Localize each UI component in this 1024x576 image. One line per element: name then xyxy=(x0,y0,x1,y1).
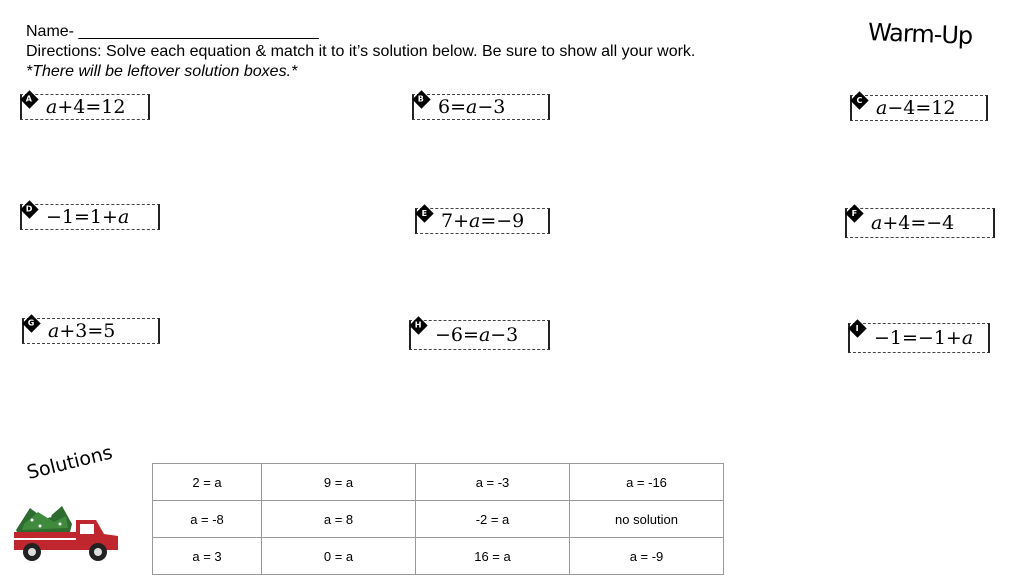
solution-cell: 0 = a xyxy=(262,538,416,575)
equation-card-g xyxy=(22,318,160,344)
equation-variable: a xyxy=(466,96,478,118)
table-row xyxy=(153,501,724,538)
directions-text: Directions: Solve each equation & match it to it’s solution below. Be sure to show all your work. xyxy=(26,43,696,60)
equation-card-a xyxy=(20,94,150,120)
letter-badge-a: A xyxy=(20,90,38,108)
solution-cell: 16 = a xyxy=(416,538,570,575)
solution-cell: no solution xyxy=(570,501,724,538)
warmup-title: Warm-Up xyxy=(867,18,973,50)
equation-text: +4=12 xyxy=(57,96,126,118)
letter-badge-c: C xyxy=(850,91,868,109)
equation-variable: a xyxy=(46,96,58,118)
letter-badge-e: E xyxy=(415,204,433,222)
table-row xyxy=(153,464,724,501)
equation-card-d xyxy=(20,204,160,230)
equation-variable: a xyxy=(117,206,130,228)
worksheet-header xyxy=(26,22,695,82)
equation-card-e xyxy=(415,208,550,234)
equation-text: +3=5 xyxy=(59,320,116,342)
equation-text: +4=−4 xyxy=(882,212,955,234)
equation-card-f xyxy=(845,208,995,238)
letter-badge-f: F xyxy=(845,204,863,222)
equation-text: −1=−1+ xyxy=(874,327,962,349)
equation-text: −4=12 xyxy=(887,97,956,119)
solution-cell: a = -3 xyxy=(416,464,570,501)
solutions-table xyxy=(152,463,724,575)
equation-card-i xyxy=(848,323,990,353)
solution-cell: a = -16 xyxy=(570,464,724,501)
solution-cell: a = -9 xyxy=(570,538,724,575)
equation-variable: a xyxy=(48,320,60,342)
equation-text: −3 xyxy=(477,96,506,118)
equation-variable: a xyxy=(876,97,888,119)
letter-badge-i: I xyxy=(848,319,866,337)
leftover-note: *There will be leftover solution boxes.* xyxy=(26,63,298,80)
equation-text: −3 xyxy=(490,324,519,346)
truck-with-tree-icon xyxy=(10,502,122,566)
equation-card-h xyxy=(409,320,550,350)
equation-card-c xyxy=(850,95,988,121)
equation-text: =−9 xyxy=(480,210,525,232)
equation-variable: a xyxy=(961,327,974,349)
equation-text: 6= xyxy=(438,96,467,118)
letter-badge-b: B xyxy=(412,90,430,108)
table-row xyxy=(153,538,724,575)
solution-cell: -2 = a xyxy=(416,501,570,538)
equation-variable: a xyxy=(478,324,491,346)
equation-card-b xyxy=(412,94,550,120)
solution-cell: a = -8 xyxy=(153,501,262,538)
equation-text: −6= xyxy=(435,324,479,346)
solution-cell: 2 = a xyxy=(153,464,262,501)
solutions-label: Solutions xyxy=(24,441,115,484)
equation-text: 7+ xyxy=(441,210,470,232)
equation-variable: a xyxy=(469,210,481,232)
equation-variable: a xyxy=(871,212,883,234)
letter-badge-g: G xyxy=(22,314,40,332)
equation-text: −1=1+ xyxy=(46,206,118,228)
solution-cell: 9 = a xyxy=(262,464,416,501)
solution-cell: a = 3 xyxy=(153,538,262,575)
letter-badge-h: H xyxy=(409,316,427,334)
name-line: Name- ___________________________ xyxy=(26,23,319,40)
solution-cell: a = 8 xyxy=(262,501,416,538)
letter-badge-d: D xyxy=(20,200,38,218)
